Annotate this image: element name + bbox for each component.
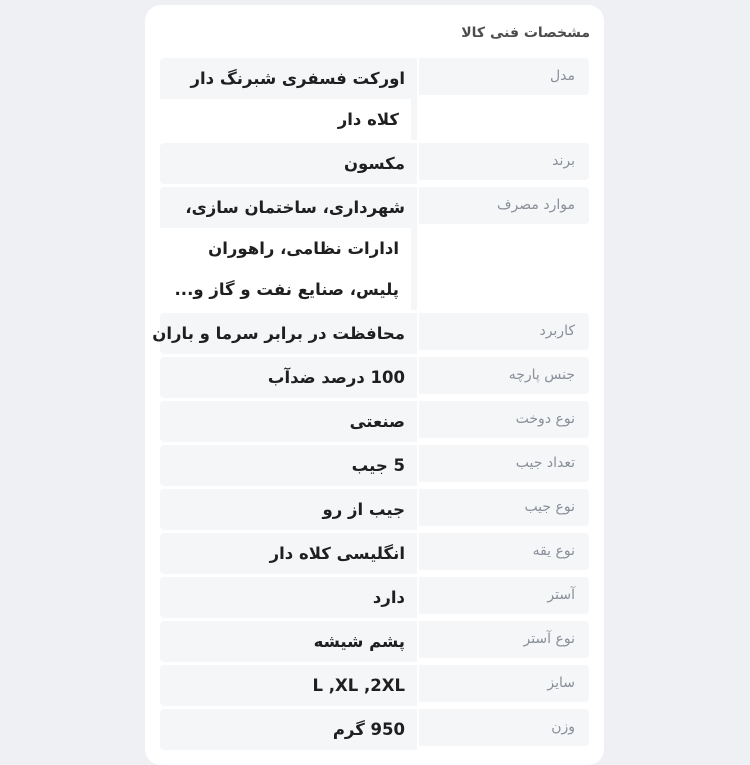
spec-value-line: اورکت فسفری شبرنگ دار bbox=[190, 69, 405, 88]
spec-row bbox=[160, 445, 589, 486]
specifications-card bbox=[145, 5, 604, 765]
spec-row bbox=[160, 357, 589, 398]
spec-row bbox=[160, 187, 589, 310]
spec-value bbox=[160, 577, 417, 618]
spec-value bbox=[160, 58, 417, 140]
spec-key: جنس پارچه bbox=[419, 357, 589, 394]
spec-value bbox=[160, 665, 417, 706]
spec-value bbox=[160, 187, 417, 310]
spec-key: نوع دوخت bbox=[419, 401, 589, 438]
spec-row bbox=[160, 709, 589, 750]
spec-key: برند bbox=[419, 143, 589, 180]
spec-value bbox=[152, 313, 417, 354]
spec-row bbox=[160, 621, 589, 662]
spec-key: وزن bbox=[419, 709, 589, 746]
spec-key: نوع یقه bbox=[419, 533, 589, 570]
spec-key: نوع آستر bbox=[419, 621, 589, 658]
spec-row bbox=[160, 489, 589, 530]
spec-value-line: 100 درصد ضدآب bbox=[267, 368, 405, 387]
spec-value bbox=[160, 143, 417, 184]
spec-key: آستر bbox=[419, 577, 589, 614]
spec-value bbox=[160, 709, 417, 750]
spec-row bbox=[160, 665, 589, 706]
spec-value-line: دارد bbox=[372, 588, 405, 607]
section-title: مشخصات فنی کالا bbox=[461, 25, 590, 41]
spec-row bbox=[160, 58, 589, 140]
spec-value-line: L ,XL ,2XL bbox=[312, 676, 405, 695]
spec-value bbox=[160, 445, 417, 486]
spec-value-line: ادارات نظامی، راهوران bbox=[154, 228, 411, 269]
spec-value-line: شهرداری، ساختمان سازی، bbox=[185, 198, 405, 217]
spec-key: موارد مصرف bbox=[419, 187, 589, 224]
spec-value bbox=[160, 401, 417, 442]
spec-value-line: جیب از رو bbox=[322, 500, 405, 519]
spec-key: سایز bbox=[419, 665, 589, 702]
spec-value-line: محافظت در برابر سرما و باران bbox=[152, 324, 405, 343]
spec-key: تعداد جیب bbox=[419, 445, 589, 482]
spec-key: کاربرد bbox=[419, 313, 589, 350]
spec-table bbox=[152, 58, 589, 753]
spec-value bbox=[160, 533, 417, 574]
spec-value-line: کلاه دار bbox=[154, 99, 411, 140]
spec-value bbox=[160, 357, 417, 398]
spec-row bbox=[160, 533, 589, 574]
spec-row bbox=[160, 143, 589, 184]
spec-value-line: مکسون bbox=[343, 154, 405, 173]
spec-value-line: 950 گرم bbox=[332, 720, 405, 739]
spec-row bbox=[160, 401, 589, 442]
spec-row bbox=[152, 313, 589, 354]
spec-value bbox=[160, 489, 417, 530]
spec-row bbox=[160, 577, 589, 618]
spec-value-line: انگلیسی کلاه دار bbox=[269, 544, 405, 563]
spec-value bbox=[160, 621, 417, 662]
spec-key: نوع جیب bbox=[419, 489, 589, 526]
spec-value-line: پشم شیشه bbox=[313, 632, 405, 651]
spec-value-line: پلیس، صنایع نفت و گاز و... bbox=[154, 269, 411, 310]
spec-value-line: صنعتی bbox=[349, 412, 405, 431]
spec-key: مدل bbox=[419, 58, 589, 95]
spec-value-line: 5 جیب bbox=[351, 456, 405, 475]
